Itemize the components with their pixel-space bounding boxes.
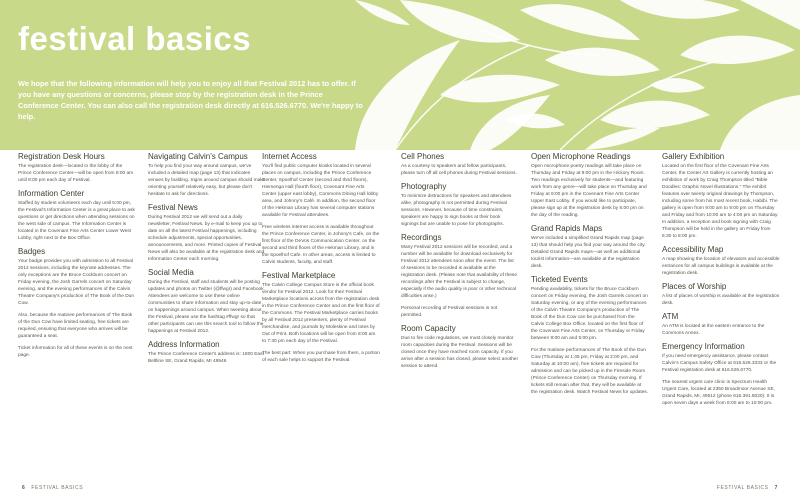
section: [401, 182, 519, 228]
section-paragraph: Ticket information for all of these events is on the next page.: [18, 346, 133, 358]
section: [262, 271, 380, 364]
section-heading: Information Center: [18, 189, 85, 198]
section-heading: Badges: [18, 247, 46, 256]
section-paragraph: An ATM is located at the eastern entrance to the Commons Annex.: [662, 324, 765, 336]
section-paragraph: As a courtesy to speakers and fellow participants, please turn off all cell phones during Festival sessions.: [401, 164, 517, 176]
section-heading: Gallery Exhibition: [662, 152, 725, 161]
text-column-1: [18, 152, 136, 364]
section-paragraph: During the Festival, staff and students will be posting updates and photos on Twitter (@ffwgr) and Facebook. Attendees are welcome to use these online communities to share information and stay up-to-date on happenings around campus. When tweeting about the Festival, please use the hashtag #ffwgr so that other participants can use this search tool to follow the happenings at Festival 2012.: [148, 280, 265, 334]
text-column-3: [262, 152, 380, 369]
section: [148, 268, 266, 335]
section: [531, 224, 649, 270]
section-paragraph: The Calvin College Campus Store is the official book vendor for Festival 2012. Look for their Festival Marketplace locations across from the registration desk in the Prince Conference Center and on the first floor of the Commons. The Festival Marketplace carries books by all Festival 2012 presenters, plenty of Festival merchandise, and journals by Moleskine and totes by Out of Print. Both locations will be open from 8:00 am to 7:30 pm each day of the Festival.: [262, 283, 380, 344]
page-number-right: 7: [774, 485, 778, 491]
section-paragraph: You'll find public computer kiosks located in several places on campus, including the Prince Conference Center, Spoelhof Center (second and third floors), Hiemenga Hall (fourth floor), Covenant Fine Arts Center (upper east lobby), Commons Dining Hall lobby area, and Johnny's Café. In addition, the second floor of the Hekman Library has several computer stations available for Festival attendees.: [262, 164, 379, 218]
page-title: festival basics: [18, 20, 252, 57]
section: [262, 152, 380, 266]
section-heading: Navigating Calvin's Campus: [148, 152, 248, 161]
running-footer-right: FESTIVAL BASICS: [716, 485, 769, 491]
section-paragraph: The registration desk—located in the lobby of the Prince Conference Center—will be open from 8:00 am until 8:00 pm each day of Festival.: [18, 164, 134, 183]
footer-right: [717, 485, 782, 491]
intro-paragraph: We hope that the following information will help you to enjoy all that Festival 2012 has to offer. If you have any questions or concerns, please stop by the registration desk in the Prince Conference Center. You can also call the registration desk directly at 616.526.6770. We're happy to help.: [18, 79, 363, 121]
section: [18, 247, 136, 359]
text-column-2: [148, 152, 266, 370]
section-heading: Internet Access: [262, 152, 317, 161]
section: [401, 152, 519, 177]
section: [18, 189, 136, 242]
text-column-5: [531, 152, 649, 401]
running-footer-left: FESTIVAL BASICS: [31, 485, 84, 491]
section-paragraph: To minimize distractions for speakers and attendees alike, photography is not permitted during Festival sessions. However, because of time constraints, speakers are happy to sign books at their book signings but are unable to pose for photographs.: [401, 194, 512, 227]
section-heading: Social Media: [148, 268, 194, 277]
section: [662, 282, 780, 307]
section-heading: Recordings: [401, 233, 442, 242]
section-heading: Room Capacity: [401, 324, 456, 333]
section-paragraph: We've included a simplified Grand Rapids map (page 13) that should help you find your way around the city. Detailed Grand Rapids maps—as well as additional tourist information—are available at the registration desk.: [531, 236, 646, 269]
section-heading: Places of Worship: [662, 282, 727, 291]
section-paragraph: The Prince Conference Center's address is: 1800 East Beltline SE, Grand Rapids, MI 49546: [148, 352, 264, 364]
section: [148, 203, 266, 263]
section-paragraph: Open microphone poetry readings will take place on Thursday and Friday at 9:00 pm in the Hickory Room. Two readings exclusively for students—and featuring work from any genre—will take place on Thursday and Friday at 9:00 pm in the Covenant Fine Arts Center Upper East Lobby. If you would like to participate, please sign up at the registration desk by 6:00 pm on the day of the reading.: [531, 164, 647, 218]
section: [148, 340, 266, 365]
footer-left: [18, 485, 83, 491]
section-heading: Open Microphone Readings: [531, 152, 631, 161]
section: [662, 245, 780, 277]
section: [401, 324, 519, 370]
section-paragraph: If you need emergency assistance, please contact Calvin's Campus Safety Office at 616.526.3333 or the Festival registration desk at 616.526.6770.: [662, 354, 777, 373]
section-paragraph: Also, because the matinee performances of The Book of the Dun Cow have limited seating, free tickets are required, ensuring that everyone who arrives will be guaranteed a seat.: [18, 313, 133, 339]
header-banner: [0, 0, 800, 150]
section-paragraph: For the matinee performances of The Book of the Dun Cow (Thursday at 1:45 pm, Friday at 2:00 pm, and Saturday at 10:00 am), free tickets are required for admission and can be picked up in the Fireside Room (Prince Conference Center) on Thursday morning. If tickets still remain after that, they will be available at the registration desk. Watch Festival News for updates.: [531, 348, 649, 395]
section-heading: Cell Phones: [401, 152, 445, 161]
section-paragraph: Located on the first floor of the Covenant Fine Arts Center, the Center Art Gallery is currently hosting an exhibition of work by Craig Thompson titled "Bible Doodles: Graphic Novel Illustrations." The exhibit features over twenty original drawings by Thompson, including some from his most recent book, Habibi. The gallery is open from 9:00 am to 9:00 pm on Thursday and Friday and from 10:00 am to 4:00 pm on Saturday. In addition, a reception and book signing with Craig Thompson will be held in the gallery on Friday from 6:30 to 8:00 pm.: [662, 164, 779, 239]
section-paragraph: During Festival 2012 we will send out a daily newsletter, Festival News, by e-mail to keep you up to date on all the latest Festival happenings, including schedule adjustments, special opportunities, announcements, and more. Printed copies of Festival News will also be available at the registration desk and Information Center each morning.: [148, 215, 265, 262]
section: [531, 152, 649, 219]
section-heading: Ticketed Events: [531, 275, 588, 284]
text-column-6: [662, 152, 780, 412]
section-paragraph: Personal recording of Festival sessions is not permitted.: [401, 306, 498, 318]
section: [662, 152, 780, 240]
section-paragraph: To help you find your way around campus, we've included a detailed map (page 13) that indicates venues by building. Signs around campus should make orienting yourself relatively easy, but please don't hesitate to ask for directions.: [148, 164, 266, 197]
section-heading: Address Information: [148, 340, 220, 349]
section-paragraph: A map showing the location of elevators and accessible entrances for all campus buildings is available at the registration desk.: [662, 257, 780, 276]
section-paragraph: Many Festival 2012 sessions will be recorded, and a number will be available for download exclusively for Festival 2012 attendees soon after the event. The list of sessions to be recorded is available at the registration desk. (Please note that availability of these recordings after the Festival is subject to change, especially if the audio quality is poor or other technical difficulties arise.): [401, 245, 517, 299]
section: [662, 312, 780, 337]
section: [148, 152, 266, 198]
section-paragraph: The best part: When you purchase from them, a portion of each sale helps to support the Festival.: [262, 351, 380, 363]
section-heading: ATM: [662, 312, 679, 321]
section-heading: Accessibility Map: [662, 245, 724, 254]
section-paragraph: Due to fire code regulations, we must closely monitor room capacities during the Festival. Sessions will be closed once they have reached room capacity. If you arrive after a session has closed, please select another session to attend.: [401, 336, 519, 369]
section-paragraph: Free wireless internet access is available throughout the Prince Conference Center, in Johnny's Cafe, on the first floor of the DeVos Communication Center, on the second and third floors of the Hekman Library, and in the Spoelhof Cafe. In other areas, access is limited to Calvin students, faculty, and staff.: [262, 225, 380, 265]
section-paragraph: A list of places of worship is available at the registration desk.: [662, 294, 780, 306]
text-column-4: [401, 152, 519, 375]
section-heading: Festival Marketplace: [262, 271, 336, 280]
section-heading: Registration Desk Hours: [18, 152, 105, 161]
section-paragraph: The nearest urgent care clinic is Spectrum Health Urgent Care, located at 2350 Broadmoor Avenue SE, Grand Rapids, MI, 49512 (phone 616.391.8020). It is open seven days a week from 8:00 am to 10:00 pm.: [662, 380, 775, 406]
section-paragraph: Pending availability, tickets for the Bruce Cockburn concert on Friday evening, the Josh Garrels concert on Saturday evening, or any of the evening performances of the Calvin Theatre Company's production of The Book of the Dun Cow can be purchased from the Calvin College Box Office, located on the first floor of the Covenant Fine Arts Center, on Thursday or Friday between 9:00 am and 5:00 pm.: [531, 287, 648, 341]
section: [401, 233, 519, 319]
section: [18, 152, 136, 184]
section: [662, 342, 780, 407]
section: [531, 275, 649, 396]
section-heading: Festival News: [148, 203, 198, 212]
section-paragraph: Your badge provides you with admission to all Festival 2012 sessions, including the keynote addresses. The only exceptions are the Bruce Cockburn concert on Friday evening, the Josh Garrels concert on Saturday evening, and the evening performances of the Calvin Theatre Company's production of The Book of the Dun Cow.: [18, 259, 135, 306]
section-heading: Photography: [401, 182, 447, 191]
section-heading: Grand Rapids Maps: [531, 224, 603, 233]
section-heading: Emergency Information: [662, 342, 745, 351]
page-number-left: 6: [22, 485, 26, 491]
section-paragraph: Staffed by student volunteers each day until 5:00 pm, the Festival's Information Center is a great place to ask questions or get directions when attending sessions on the west side of campus. The Information Center is located in the Covenant Fine Arts Center Lower West Lobby, right next to the Box Office.: [18, 201, 135, 241]
